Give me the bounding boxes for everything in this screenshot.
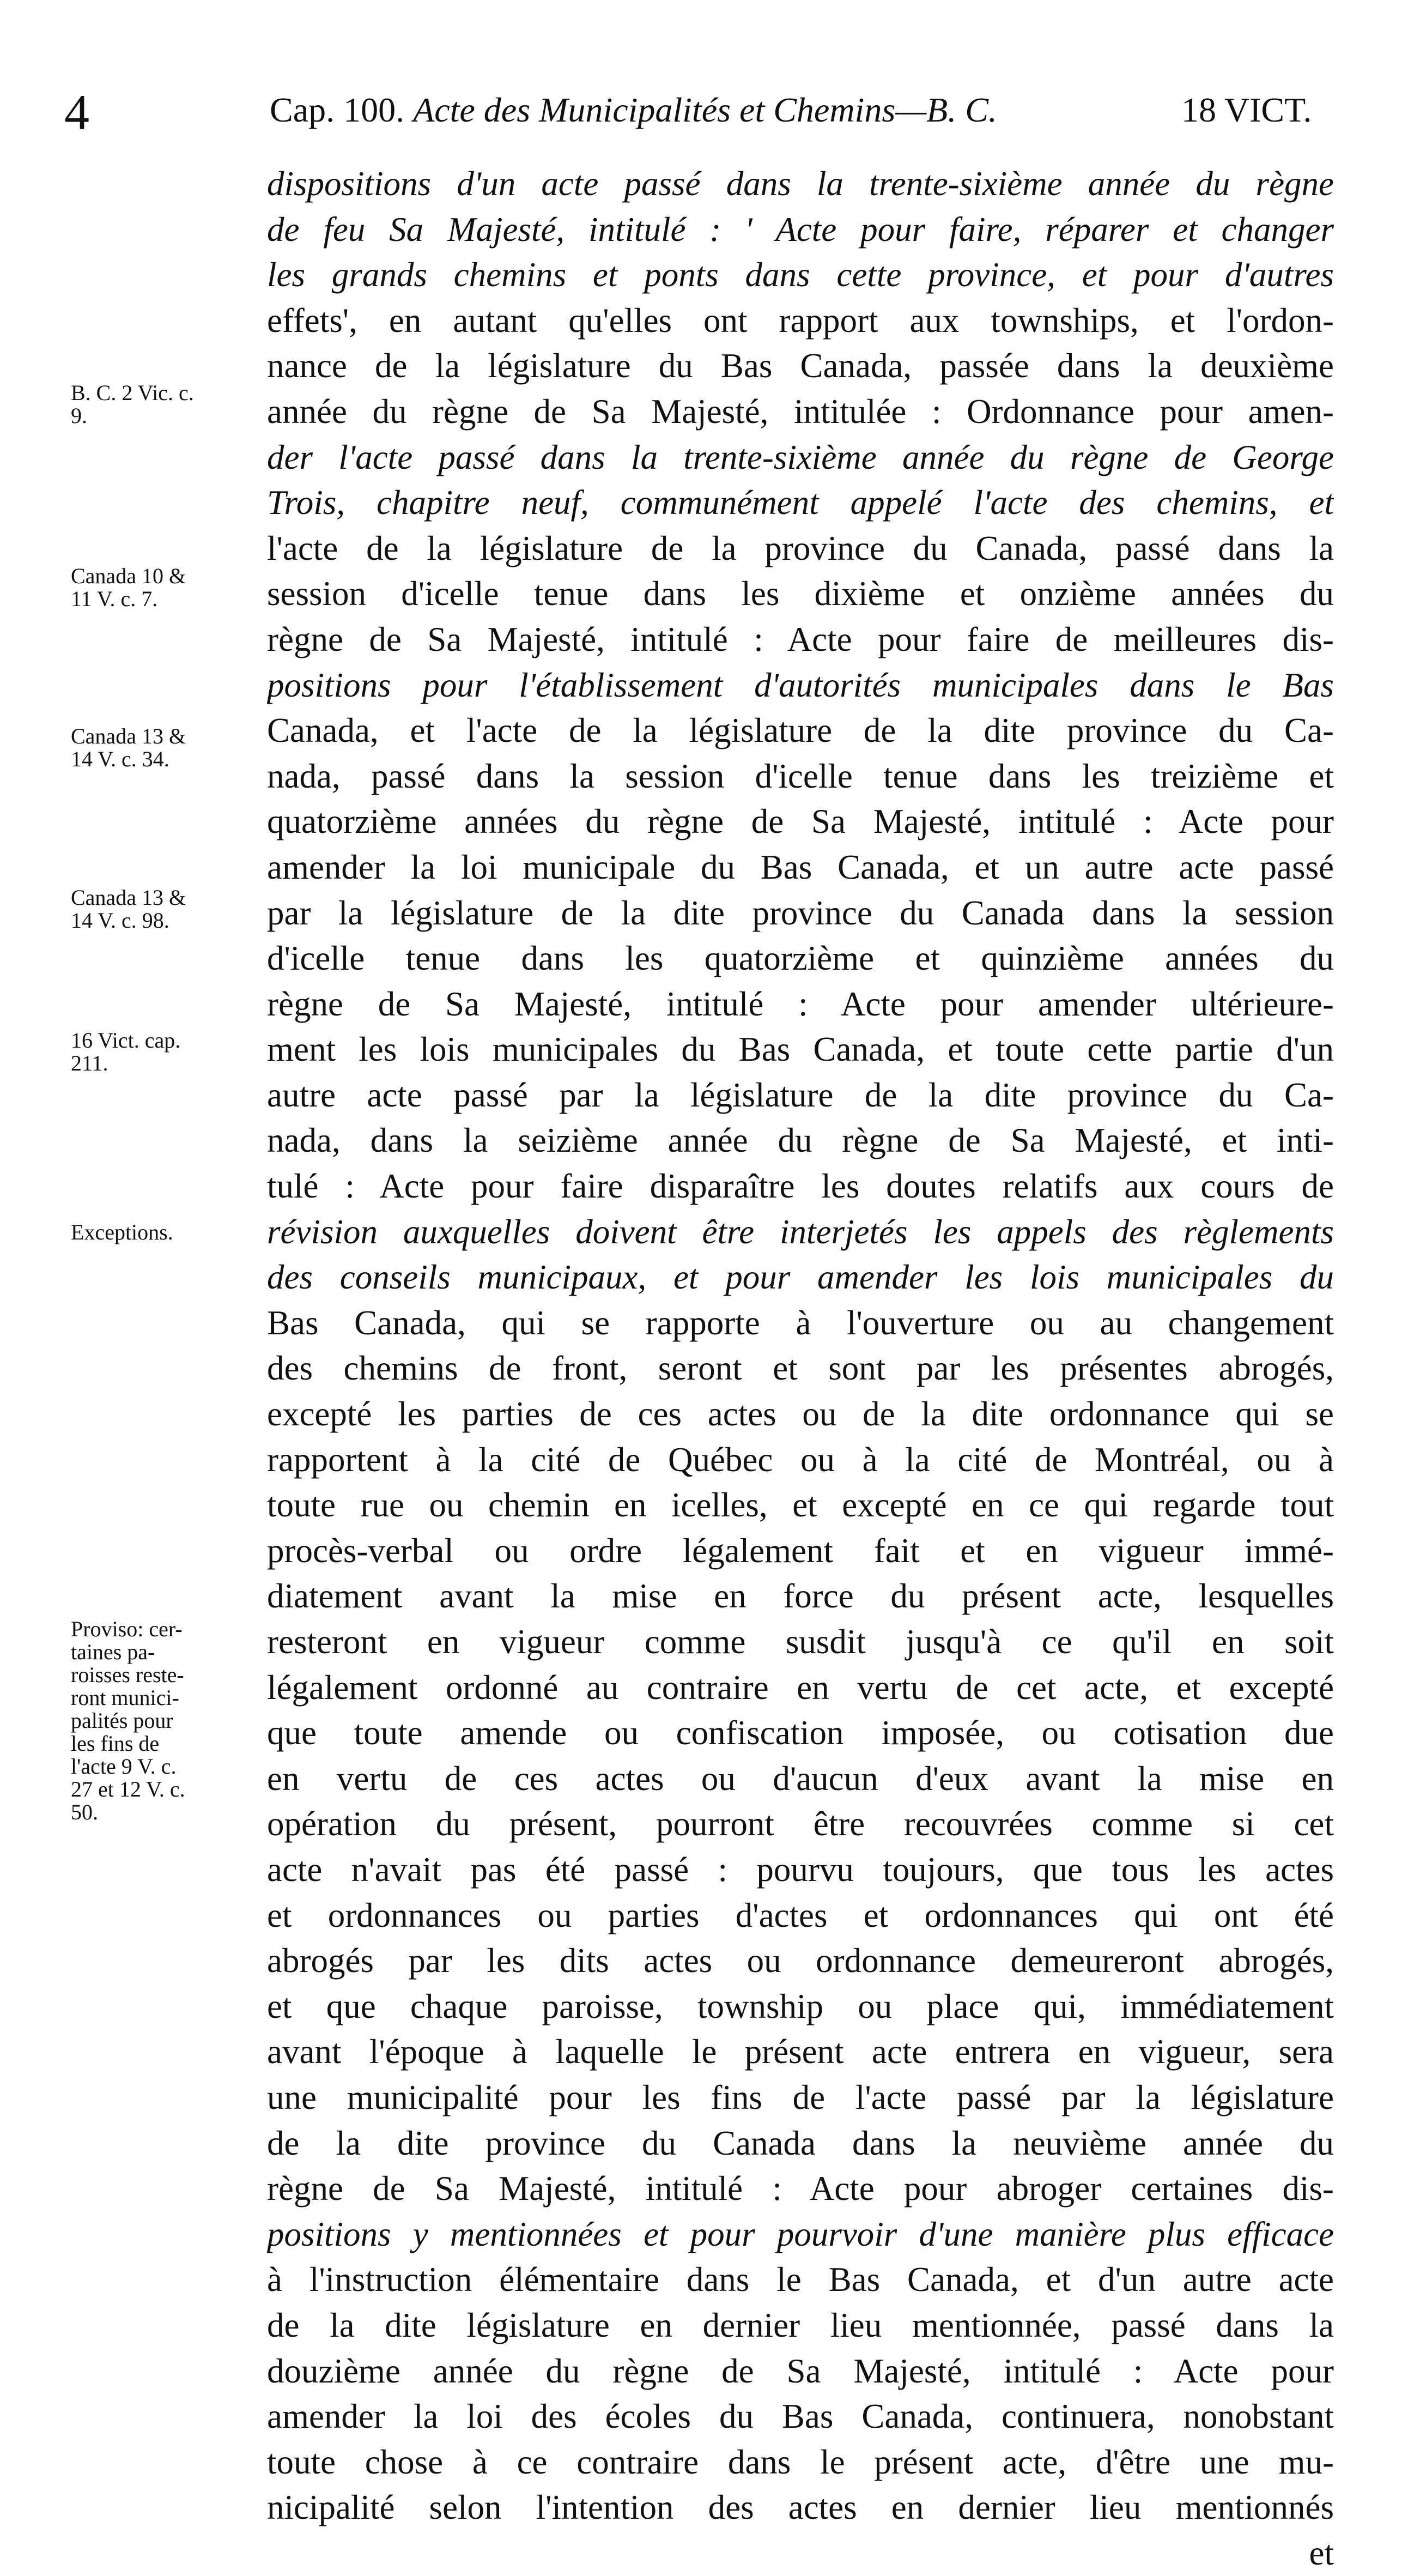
text-line: nada, passé dans la session d'icelle tenue dans les treizième et — [267, 757, 1334, 795]
text-line: procès-verbal ou ordre légalement fait et en vigueur immé- — [267, 1531, 1334, 1570]
margin-note-bc-2-vic: B. C. 2 Vic. c. 9. — [71, 380, 194, 428]
text-line: légalement ordonné au contraire en vertu de cet acte, et excepté — [267, 1668, 1334, 1707]
text-line: amender la loi des écoles du Bas Canada, continuera, nonobstant — [267, 2397, 1334, 2436]
text-line: des chemins de front, seront et sont par les présentes abrogés, — [267, 1349, 1334, 1388]
text-line: avant l'époque à laquelle le présent acte entrera en vigueur, sera — [267, 2033, 1334, 2071]
text-line: dispositions d'un acte passé dans la trente-sixième année du règne — [267, 165, 1334, 203]
text-line: nada, dans la seizième année du règne de Sa Majesté, et inti- — [267, 1121, 1334, 1160]
text-line: excepté les parties de ces actes ou de la dite ordonnance qui se — [267, 1395, 1334, 1434]
running-header — [0, 82, 1408, 142]
text-line: toute rue ou chemin en icelles, et excepté en ce qui regarde tout — [267, 1486, 1334, 1525]
text-line: positions pour l'établissement d'autorités municipales dans le Bas — [267, 666, 1334, 704]
act-title: Acte des Municipalités et Chemins—B. C. — [413, 90, 997, 129]
text-line: tulé : Acte pour faire disparaître les doutes relatifs aux cours de — [267, 1167, 1334, 1206]
text-line: douzième année du règne de Sa Majesté, intitulé : Acte pour — [267, 2351, 1334, 2390]
margin-note-canada-13-14-c98: Canada 13 & 14 V. c. 98. — [71, 885, 186, 933]
text-line: positions y mentionnées et pour pourvoir d'une manière plus efficace — [267, 2215, 1334, 2253]
text-line: abrogés par les dits actes ou ordonnance demeureront abrogés, — [267, 1942, 1334, 1980]
text-line: de la dite province du Canada dans la neuvième année du — [267, 2124, 1334, 2162]
text-line: de la dite législature en dernier lieu mentionnée, passé dans la — [267, 2306, 1334, 2344]
text-line: à l'instruction élémentaire dans le Bas Canada, et d'un autre acte — [267, 2260, 1334, 2299]
catchword: et — [1309, 2533, 1334, 2572]
body-text — [267, 161, 1334, 2576]
text-line: règne de Sa Majesté, intitulé : Acte pour faire de meilleures dis- — [267, 620, 1334, 658]
text-line: l'acte de la législature de la province du Canada, passé dans la — [267, 529, 1334, 567]
text-line: diatement avant la mise en force du présent acte, lesquelles — [267, 1577, 1334, 1616]
text-line: les grands chemins et ponts dans cette province, et pour d'autres — [267, 256, 1334, 294]
text-line: et que chaque paroisse, township ou place qui, immédiatement — [267, 1987, 1334, 2025]
text-line: autre acte passé par la législature de la dite province du Ca- — [267, 1075, 1334, 1114]
margin-note-canada-13-14-c34: Canada 13 & 14 V. c. 34. — [71, 724, 186, 771]
text-line: par la législature de la dite province du Canada dans la session — [267, 893, 1334, 932]
text-line: révision auxquelles doivent être interjetés les appels des règlements — [267, 1212, 1334, 1251]
text-line: acte n'avait pas été passé : pourvu toujours, que tous les actes — [267, 1850, 1334, 1889]
text-line: Bas Canada, qui se rapporte à l'ouverture ou au changement — [267, 1303, 1334, 1342]
text-line: de feu Sa Majesté, intitulé : ' Acte pour faire, réparer et changer — [267, 210, 1334, 249]
text-line: année du règne de Sa Majesté, intitulée : Ordonnance pour amen- — [267, 392, 1334, 431]
text-line: toute chose à ce contraire dans le présent acte, d'être une mu- — [267, 2442, 1334, 2481]
text-line: opération du présent, pourront être recouvrées comme si cet — [267, 1805, 1334, 1843]
text-line: et ordonnances ou parties d'actes et ordonnances qui ont été — [267, 1896, 1334, 1934]
text-line: quatorzième années du règne de Sa Majesté, intitulé : Acte pour — [267, 802, 1334, 841]
text-line: nicipalité selon l'intention des actes en dernier lieu mentionnés — [267, 2488, 1334, 2527]
text-line: d'icelle tenue dans les quatorzième et quinzième années du — [267, 939, 1334, 978]
text-line: amender la loi municipale du Bas Canada, et un autre acte passé — [267, 848, 1334, 886]
text-line: règne de Sa Majesté, intitulé : Acte pour abroger certaines dis- — [267, 2169, 1334, 2208]
margin-note-canada-10-11: Canada 10 & 11 V. c. 7. — [71, 564, 186, 611]
regnal-year: 18 VICT. — [1181, 90, 1312, 129]
text-line: en vertu de ces actes ou d'aucun d'eux avant la mise en — [267, 1759, 1334, 1798]
text-line: que toute amende ou confiscation imposée, ou cotisation due — [267, 1714, 1334, 1752]
text-line: resteront en vigueur comme susdit jusqu'à ce qu'il en soit — [267, 1623, 1334, 1661]
text-line: une municipalité pour les fins de l'acte passé par la législature — [267, 2078, 1334, 2117]
chapter-title — [270, 90, 997, 129]
text-line: der l'acte passé dans la trente-sixième année du règne de George — [267, 438, 1334, 476]
text-line: Trois, chapitre neuf, communément appelé l'acte des chemins, et — [267, 483, 1334, 522]
margin-note-16-vict: 16 Vict. cap. 211. — [71, 1028, 181, 1075]
chapter-number: Cap. 100. — [270, 90, 405, 129]
margin-note-proviso: Proviso: cer- taines pa- roisses reste- ront munici- palités pour les fins de l'acte 9 V. c. 27 et 12 V. c. 50. — [71, 1617, 185, 1824]
text-line: effets', en autant qu'elles ont rapport aux townships, et l'ordon- — [267, 301, 1334, 340]
page-number: 4 — [64, 84, 89, 140]
text-line: nance de la législature du Bas Canada, passée dans la deuxième — [267, 347, 1334, 385]
margin-note-exceptions: Exceptions. — [71, 1220, 173, 1244]
text-line: session d'icelle tenue dans les dixième et onzième années du — [267, 575, 1334, 613]
text-line: des conseils municipaux, et pour amender les lois municipales du — [267, 1258, 1334, 1297]
text-line: rapportent à la cité de Québec ou à la cité de Montréal, ou à — [267, 1440, 1334, 1479]
text-line: règne de Sa Majesté, intitulé : Acte pour amender ultérieure- — [267, 984, 1334, 1023]
text-line: ment les lois municipales du Bas Canada, et toute cette partie d'un — [267, 1030, 1334, 1069]
text-line: Canada, et l'acte de la législature de la dite province du Ca- — [267, 711, 1334, 750]
